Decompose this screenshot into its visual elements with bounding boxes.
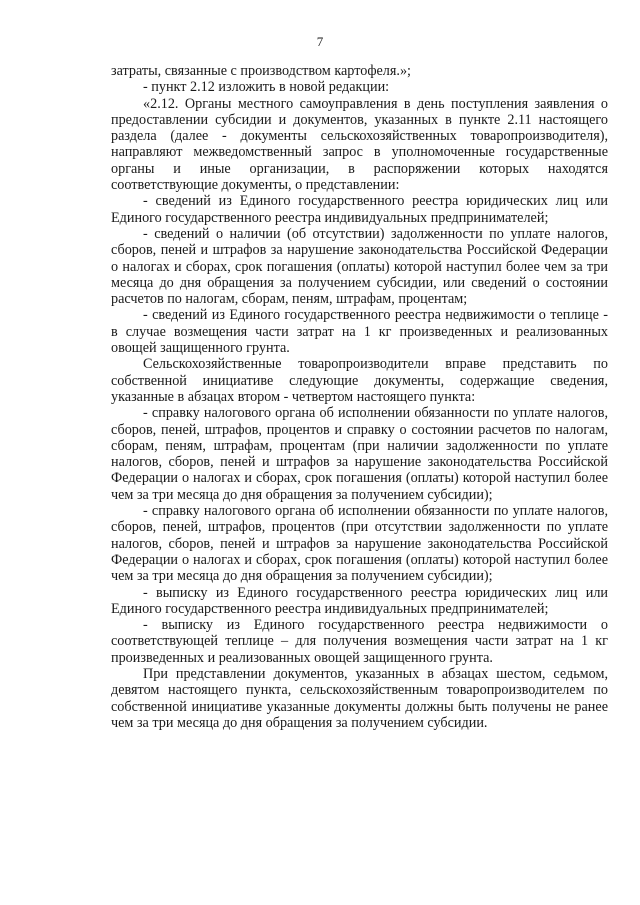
paragraph: При представлении документов, указанных в абзацах шестом, седьмом, девятом настоящего пункта, сельскохозяйственным товаропроизводителем по собственной инициативе указанные документы должны быть получены не ранее чем за три месяца до дня обращения за получением субсидии. [111,665,608,731]
paragraph: - выписку из Единого государственного реестра юридических лиц или Единого государственного реестра индивидуальных предпринимателей; [111,584,608,617]
paragraph: - справку налогового органа об исполнении обязанности по уплате налогов, сборов, пеней, штрафов, процентов и справку о состоянии расчетов по налогам, сборам, пеням, штрафам, процентам (при наличии задолженности по уплате налогов, сборов, пеней и штрафов за нарушение законодательства Российской Федерации о налогах и сборах, срок погашения (оплаты) которой наступил более чем за три месяца до дня обращения за получением субсидии); [111,405,608,503]
paragraph: - справку налогового органа об исполнении обязанности по уплате налогов, сборов, пеней, штрафов, процентов (при отсутствии задолженности по уплате налогов, сборов, пеней и штрафов за нарушение законодательства Российской Федерации о налогах и сборах, срок погашения (оплаты) которой наступил более чем за три месяца до дня обращения за получением субсидии); [111,503,608,585]
paragraph: - сведений из Единого государственного реестра юридических лиц или Единого государственного реестра индивидуальных предпринимателей; [111,193,608,226]
paragraph: - выписку из Единого государственного реестра недвижимости о соответствующей теплице – для получения возмещения части затрат на 1 кг произведенных и реализованных овощей защищенного грунта. [111,617,608,666]
paragraph: «2.12. Органы местного самоуправления в день поступления заявления о предоставлении субсидии и документов, указанных в пункте 2.11 настоящего раздела (далее - документы сельскохозяйственных товаропроизводителя), направляют межведомственный запрос в уполномоченные государственные органы и иные организации, в распоряжении которых находятся соответствующие документы, о представлении: [111,95,608,194]
paragraph: - сведений из Единого государственного реестра недвижимости о теплице - в случае возмещения части затрат на 1 кг произведенных и реализованных овощей защищенного грунта. [111,307,608,357]
paragraph: затраты, связанные с производством картофеля.»; [111,63,411,79]
page-number: 7 [316,34,324,49]
paragraph: Сельскохозяйственные товаропроизводители вправе представить по собственной инициативе следующие документы, содержащие сведения, указанные в абзацах втором - четвертом настоящего пункта: [111,356,608,405]
paragraph: - пункт 2.12 изложить в новой редакции: [143,79,390,96]
paragraph: - сведений о наличии (об отсутствии) задолженности по уплате налогов, сборов, пеней и штрафов за нарушение законодательства Российской Федерации о налогах и сборах, срок погашения (оплаты) которой наступил более чем за три месяца до дня обращения за получением субсидии, или сведений о состоянии расчетов по налогам, сборам, пеням, штрафам, процентам; [111,225,608,308]
document-body [111,63,608,731]
